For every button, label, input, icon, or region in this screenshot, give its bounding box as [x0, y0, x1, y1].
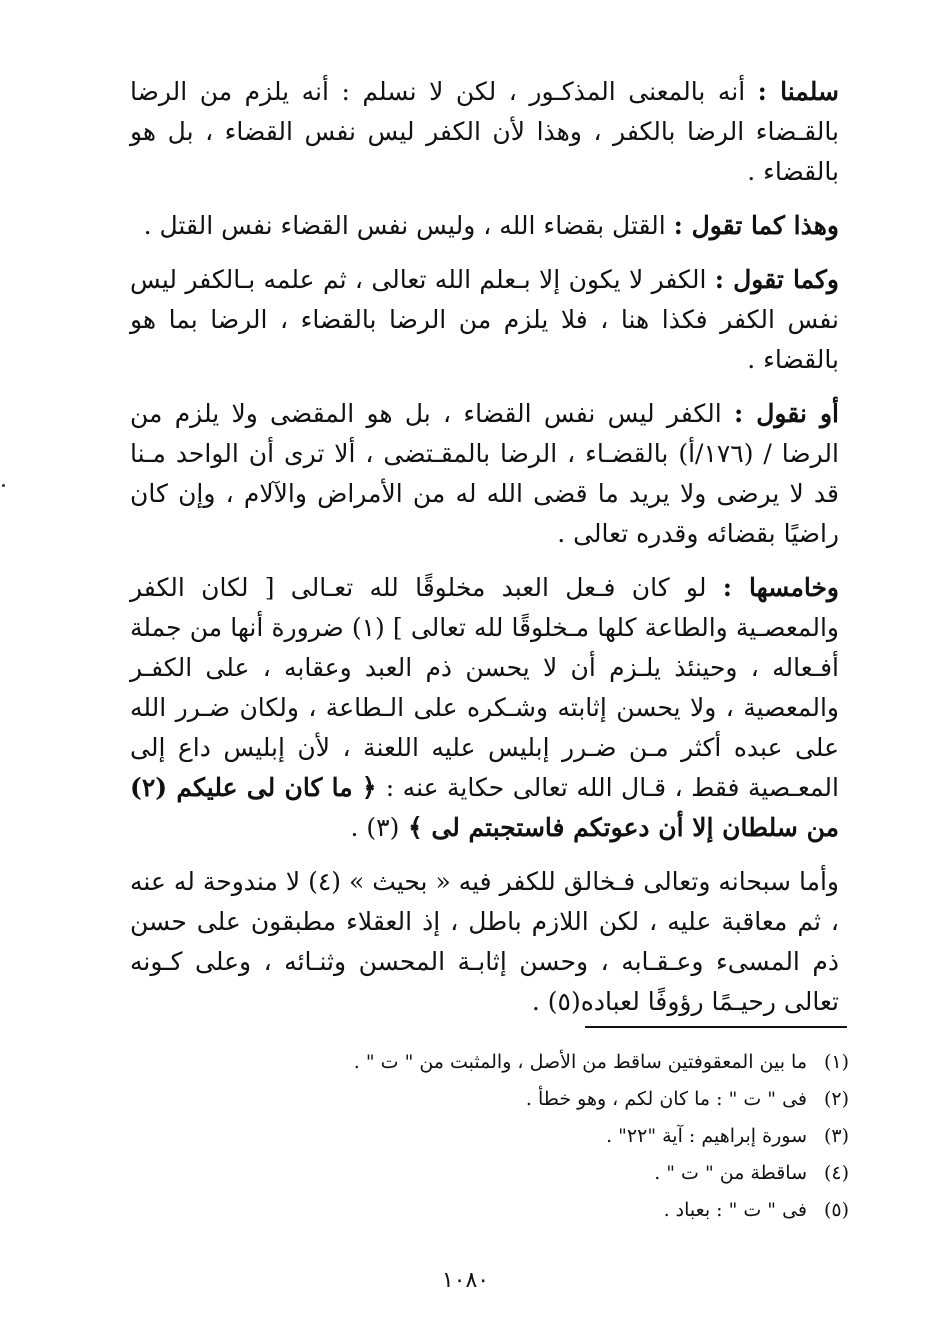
footnote	[300, 1118, 849, 1155]
footnotes	[300, 1044, 849, 1229]
main-text	[130, 72, 839, 1036]
verse-reference: (٣) .	[350, 813, 400, 842]
footnote-text: فى " ت " : بعباد .	[663, 1199, 807, 1221]
footnote-text: فى " ت " : ما كان لكم ، وهو خطأ .	[525, 1088, 807, 1110]
footnote-number: (١)	[823, 1051, 849, 1073]
footnote-number: (٥)	[823, 1199, 849, 1221]
paragraph-text: وأما سبحانه وتعالى فـخالق للكفر فيه « بحيث » (٤) لا مندوحة له عنه ، ثم معاقبة عليه ، لكن اللازم باطل ، إذ العقلاء مطبقون على حسن ذم المسىء وعـقـابه ، وحسن إثابـة المحسن وثنـائه ، وعلى كـونه تعالى رحيـمًا رؤوفًا لعباده(٥) .	[130, 867, 839, 1016]
paragraph-3	[130, 260, 839, 380]
scan-speck	[2, 484, 5, 487]
paragraph-lead: وكما تقول :	[714, 265, 839, 294]
paragraph-4	[130, 394, 839, 554]
footnote	[300, 1192, 849, 1229]
paragraph-text: لو كان فـعل العبد مخلوقًا لله تعـالى [ لكان الكفر والمعصـية والطاعة كلها مـخلوقًا لله تعالى ] (١) ضرورة أنها من جملة أفـعاله ، وحينئذ يلـزم أن لا يحسن ذم العبد وعقابه ، على الكفـر والمعصية ، ولا يحسن إثابته وشـكره على الـطاعة ، ولكان ضـرر الله على عبده أكثر مـن ضـرر إبليس عليه اللعنة ، لأن إبليس داع إلى المعـصية فقط ، قـال الله تعالى حكاية عنه :	[130, 573, 839, 802]
paragraph-lead: أو نقول :	[734, 399, 839, 428]
footnote-text: ما بين المعقوفتين ساقط من الأصل ، والمثبت من " ت " .	[353, 1051, 807, 1073]
paragraph-6	[130, 862, 839, 1022]
paragraph-text: أنه بالمعنى المذكـور ، لكن لا نسلم : أنه يلزم من الرضا بالقـضاء الرضا بالكفر ، وهذا لأن الكفر ليس نفس القضاء ، بل هو بالقضاء .	[130, 77, 839, 186]
footnote	[300, 1044, 849, 1081]
paragraph-text: الكفر ليس نفس القضاء ، بل هو المقضى ولا يلزم من الرضا / (١٧٦/أ) بالقضـاء ، الرضا بالمقـتضى ، ألا ترى أن الواحد مـنا قد لا يرضى ولا يريد ما قضى الله له من الأمراض والآلام ، وإن كان راضيًا بقضائه وقدره تعالى .	[130, 399, 839, 548]
footnote-number: (٣)	[823, 1125, 849, 1147]
footnote-text: ساقطة من " ت " .	[654, 1162, 807, 1184]
footnote-text: سورة إبراهيم : آية "٢٢" .	[606, 1125, 807, 1147]
paragraph-text: القتل بقضاء الله ، وليس نفس القضاء نفس القتل .	[143, 211, 674, 240]
paragraph-1	[130, 72, 839, 192]
footnote-number: (٢)	[823, 1088, 849, 1110]
page-number: ١٠٨٠	[441, 1268, 490, 1293]
paragraph-lead: سلمنا :	[757, 77, 839, 106]
footnote	[300, 1081, 849, 1118]
footnote	[300, 1155, 849, 1192]
footnote-separator	[585, 1026, 847, 1028]
paragraph-lead: وهذا كما تقول :	[673, 211, 839, 240]
paragraph-text: الكفر لا يكون إلا بـعلم الله تعالى ، ثم علمه بـالكفر ليس نفس الكفر فكذا هنا ، فلا يلزم من الرضا بالقضاء ، الرضا بما هو بالقضاء .	[130, 265, 839, 374]
paragraph-lead: وخامسها :	[722, 573, 839, 602]
footnote-number: (٤)	[823, 1162, 849, 1184]
paragraph-5	[130, 568, 839, 848]
paragraph-2	[130, 206, 839, 246]
quran-verse: ﴿ ما كان لى عليكم (٢) من سلطان إلا أن دعوتكم فاستجبتم لى ﴾	[130, 773, 839, 842]
